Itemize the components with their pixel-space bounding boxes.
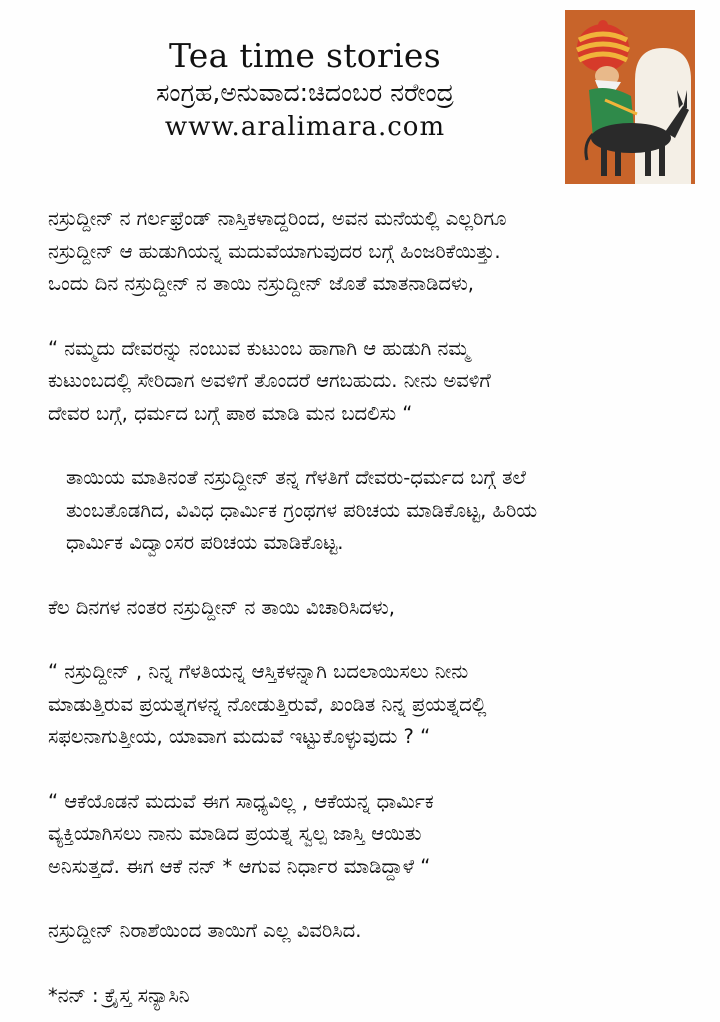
website-url: www.aralimara.com	[164, 112, 446, 142]
text-line: ಕೆಲ ದಿನಗಳ ನಂತರ ನಸ್ರುದ್ದೀನ್ ನ ತಾಯಿ ವಿಚಾರಿಸಿದಳು,	[48, 595, 395, 619]
text-line: ಅನಿಸುತ್ತದೆ. ಈಗ ಆಕೆ ನನ್ * ಆಗುವ ನಿರ್ಧಾರ ಮಾಡಿದ್ದಾಳೆ “	[48, 854, 431, 878]
text-line: ಸಫಲನಾಗುತ್ತೀಯ, ಯಾವಾಗ ಮದುವೆ ಇಟ್ಟುಕೊಳ್ಳುವುದು ? “	[48, 725, 431, 748]
text-line: ನಸ್ರುದ್ದೀನ್ ನ ಗರ್ಲಫ್ರೆಂಡ್ ನಾಸ್ತಿಕಳಾದ್ದರಿಂದ, ಅವನ ಮನೆಯಲ್ಲಿ ಎಲ್ಲರಿಗೂ	[48, 207, 507, 230]
story-paragraph-6	[48, 786, 708, 884]
story-body	[48, 203, 708, 1012]
text-line: ನಸ್ರುದ್ದೀನ್ ಆ ಹುಡುಗಿಯನ್ನ ಮದುವೆಯಾಗುವುದರ ಬಗ್ಗೆ ಹಿಂಜರಿಕೆಯಿತ್ತು.	[48, 239, 501, 263]
text-line: ನಸ್ರುದ್ದೀನ್ ನಿರಾಶೆಯಿಂದ ತಾಯಿಗೆ ಎಲ್ಲ ವಿವರಿಸಿದ.	[48, 919, 362, 942]
story-paragraph-4	[48, 592, 708, 625]
story-paragraph-3	[48, 462, 708, 560]
text-line: ಮಾಡುತ್ತಿರುವ ಪ್ರಯತ್ನಗಳನ್ನ ನೋಡುತ್ತಿರುವೆ, ಖಂಡಿತ ನಿನ್ನ ಪ್ರಯತ್ನದಲ್ಲಿ	[48, 692, 487, 716]
story-paragraph-2	[48, 333, 708, 431]
header	[90, 36, 520, 144]
text-line: “ ನಸ್ರುದ್ದೀನ್ , ನಿನ್ನ ಗೆಳತಿಯನ್ನ ಆಸ್ತಿಕಳನ್ನಾಗಿ ಬದಲಾಯಿಸಲು ನೀನು	[48, 660, 469, 683]
text-line: “ ನಮ್ಮದು ದೇವರನ್ನು ನಂಬುವ ಕುಟುಂಬ ಹಾಗಾಗಿ ಆ ಹುಡುಗಿ ನಮ್ಮ	[48, 336, 470, 360]
story-paragraph-5	[48, 656, 708, 754]
text-line: ವ್ಯಕ್ತಿಯಾಗಿಸಲು ನಾನು ಮಾಡಿದ ಪ್ರಯತ್ನ ಸ್ವಲ್ಪ ಜಾಸ್ತಿ ಆಯಿತು	[48, 822, 422, 845]
page-title: Tea time stories	[169, 36, 441, 75]
text-line: ತುಂಬತೊಡಗಿದ, ವಿವಿಧ ಧಾರ್ಮಿಕ ಗ್ರಂಥಗಳ ಪರಿಚಯ ಮಾಡಿಕೊಟ್ಟ, ಹಿರಿಯ	[66, 498, 538, 522]
text-line: “ ಆಕೆಯೊಡನೆ ಮದುವೆ ಈಗ ಸಾಧ್ಯವಿಲ್ಲ , ಆಕೆಯನ್ನ ಧಾರ್ಮಿಕ	[48, 789, 434, 813]
text-line: ಕುಟುಂಬದಲ್ಲಿ ಸೇರಿದಾಗ ಅವಳಿಗೆ ತೊಂದರೆ ಆಗಬಹುದು. ನೀನು ಅವಳಿಗೆ	[48, 369, 491, 392]
text-line: ಒಂದು ದಿನ ನಸ್ರುದ್ದೀನ್ ನ ತಾಯಿ ನಸ್ರುದ್ದೀನ್ ಜೊತೆ ಮಾತನಾಡಿದಳು,	[48, 272, 474, 295]
text-line: ತಾಯಿಯ ಮಾತಿನಂತೆ ನಸ್ರುದ್ದೀನ್ ತನ್ನ ಗೆಳತಿಗೆ ದೇವರು-ಧರ್ಮದ ಬಗ್ಗೆ ತಲೆ	[66, 466, 526, 489]
page-subtitle: ಸಂಗ್ರಹ,ಅನುವಾದ:ಚಿದಂಬರ ನರೇಂದ್ರ	[156, 78, 454, 107]
nasruddin-on-donkey-icon	[565, 10, 695, 184]
story-paragraph-1	[48, 203, 708, 301]
story-paragraph-7	[48, 915, 708, 948]
footnote: *ನನ್ : ಕ್ರೈಸ್ತ ಸನ್ಯಾಸಿನಿ	[48, 983, 190, 1007]
text-line: ಧಾರ್ಮಿಕ ವಿದ್ವಾಂಸರ ಪರಿಚಯ ಮಾಡಿಕೊಟ್ಟ.	[66, 531, 344, 554]
text-line: ದೇವರ ಬಗ್ಗೆ, ಧರ್ಮದ ಬಗ್ಗೆ ಪಾಠ ಮಾಡಿ ಮನ ಬದಲಿಸು “	[48, 401, 413, 425]
